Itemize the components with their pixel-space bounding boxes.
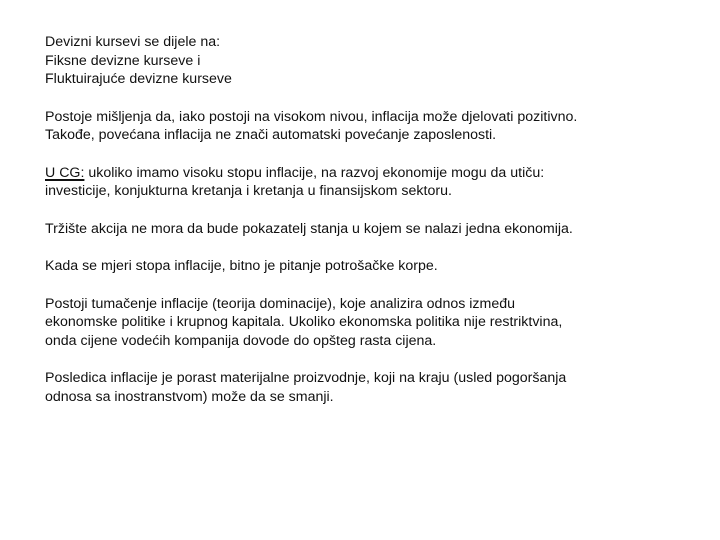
- slide-body: [45, 33, 700, 425]
- text-line: Takođe, povećana inflacija ne znači automatski povećanje zaposlenosti.: [45, 127, 497, 143]
- text-line: Postoje mišljenja da, iako postoji na visokom nivou, inflacija može djelovati pozitivno.: [45, 108, 578, 125]
- text-line: Devizni kursevi se dijele na:: [45, 34, 221, 50]
- text-line: Tržište akcija ne mora da bude pokazatelj stanja u kojem se nalazi jedna ekonomija.: [45, 220, 573, 237]
- text-line: Posledica inflacije je porast materijalne proizvodnje, koji na kraju (usled pogoršanja: [45, 370, 567, 386]
- paragraph-dominance-theory: [45, 295, 700, 351]
- paragraph-consumer-basket: [45, 257, 700, 276]
- text-line: Postoji tumačenje inflacije (teorija dominacije), koje analizira odnos između: [45, 295, 515, 312]
- text-line: Fluktuirajuće devizne kurseve: [45, 71, 232, 87]
- text-line: odnosa sa inostranstvom) može da se smanji.: [45, 388, 334, 405]
- paragraph-exchange-rates: [45, 33, 700, 89]
- paragraph-stock-market: [45, 220, 700, 239]
- paragraph-consequence: [45, 369, 700, 406]
- paragraph-inflation-opinions: [45, 108, 700, 145]
- text-line: Kada se mjeri stopa inflacije, bitno je pitanje potrošačke korpe.: [45, 258, 438, 274]
- ucg-label: U CG:: [45, 164, 85, 181]
- text-fragment: ukoliko imamo visoku stopu inflacije, na razvoj ekonomije mogu da utiču:: [84, 164, 545, 181]
- text-line: investicije, konjukturna kretanja i kretanja u finansijskom sektoru.: [45, 183, 452, 199]
- text-line: [45, 164, 700, 183]
- text-line: Fiksne devizne kurseve i: [45, 52, 201, 69]
- paragraph-montenegro: [45, 164, 700, 201]
- text-line: ekonomske politike i krupnog kapitala. Ukoliko ekonomska politika nije restriktvina,: [45, 314, 563, 330]
- text-line: onda cijene vodećih kompanija dovode do opšteg rasta cijena.: [45, 332, 437, 349]
